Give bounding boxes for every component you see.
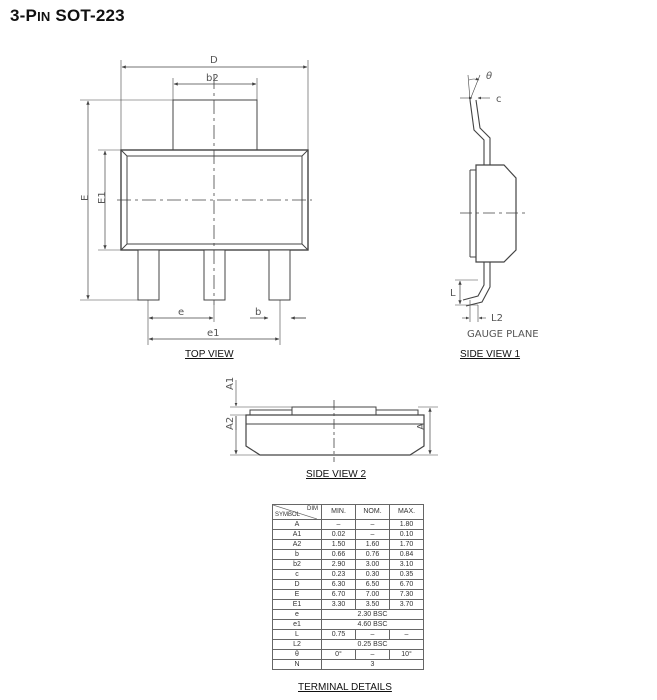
- dimension-table: [272, 504, 424, 670]
- dim-c-label: c: [496, 94, 502, 105]
- max-cell: 0.84: [390, 550, 424, 560]
- symbol-cell: A2: [273, 540, 322, 550]
- min-cell: 2.90: [322, 560, 356, 570]
- side-view-1-caption: SIDE VIEW 1: [460, 349, 521, 360]
- table-row: [273, 660, 424, 670]
- min-cell: 6.30: [322, 580, 356, 590]
- max-cell: 1.80: [390, 520, 424, 530]
- side-view-2: [230, 380, 438, 462]
- min-cell: 0°: [322, 650, 356, 660]
- min-cell: 0.02: [322, 530, 356, 540]
- side-view-2-caption: SIDE VIEW 2: [306, 469, 367, 480]
- symbol-cell: L2: [273, 640, 322, 650]
- span-value-cell: 2.30 BSC: [322, 610, 424, 620]
- table-row: [273, 570, 424, 580]
- max-cell: –: [390, 630, 424, 640]
- nom-cell: 3.50: [356, 600, 390, 610]
- min-cell: 3.30: [322, 600, 356, 610]
- symbol-cell: L: [273, 630, 322, 640]
- table-row: [273, 630, 424, 640]
- dim-D-label: D: [210, 55, 218, 66]
- side-view-1: [455, 75, 525, 322]
- max-cell: 0.35: [390, 570, 424, 580]
- gauge-plane-label: GAUGE PLANE: [467, 329, 539, 340]
- symbol-cell: N: [273, 660, 322, 670]
- top-view: [80, 60, 312, 345]
- max-cell: 7.30: [390, 590, 424, 600]
- min-cell: 0.75: [322, 630, 356, 640]
- span-value-cell: 4.60 BSC: [322, 620, 424, 630]
- dim-A-label: A: [416, 423, 427, 430]
- table-row: [273, 550, 424, 560]
- symbol-cell: b2: [273, 560, 322, 570]
- span-value-cell: 0.25 BSC: [322, 640, 424, 650]
- max-cell: 0.10: [390, 530, 424, 540]
- symbol-cell: c: [273, 570, 322, 580]
- min-cell: 6.70: [322, 590, 356, 600]
- dim-b-label: b: [255, 307, 262, 318]
- max-header: MAX.: [390, 505, 424, 520]
- table-row: [273, 610, 424, 620]
- dim-A2-label: A2: [225, 416, 236, 430]
- symbol-cell: A: [273, 520, 322, 530]
- symbol-cell: E: [273, 590, 322, 600]
- dim-e1-label: e1: [207, 328, 220, 339]
- max-cell: 10°: [390, 650, 424, 660]
- nom-cell: 0.76: [356, 550, 390, 560]
- table-row: [273, 560, 424, 570]
- min-header: MIN.: [322, 505, 356, 520]
- max-cell: 1.70: [390, 540, 424, 550]
- min-cell: –: [322, 520, 356, 530]
- table-row: [273, 650, 424, 660]
- min-cell: 0.66: [322, 550, 356, 560]
- table-row: [273, 530, 424, 540]
- dim-E-label: E: [80, 194, 91, 201]
- table-row: [273, 640, 424, 650]
- max-cell: 6.70: [390, 580, 424, 590]
- nom-cell: 1.60: [356, 540, 390, 550]
- dim-theta-label: θ: [486, 71, 493, 82]
- symbol-cell: A1: [273, 530, 322, 540]
- table-row: [273, 590, 424, 600]
- dim-symbol-header: DIM SYMBOL: [273, 505, 322, 520]
- table-row: [273, 600, 424, 610]
- max-cell: 3.10: [390, 560, 424, 570]
- nom-cell: 0.30: [356, 570, 390, 580]
- dim-A1-label: A1: [225, 376, 236, 390]
- nom-cell: 6.50: [356, 580, 390, 590]
- table-row: [273, 620, 424, 630]
- symbol-cell: D: [273, 580, 322, 590]
- dim-L-label: L: [450, 288, 456, 299]
- nom-cell: 3.00: [356, 560, 390, 570]
- symbol-cell: e1: [273, 620, 322, 630]
- nom-cell: –: [356, 630, 390, 640]
- table-row: [273, 540, 424, 550]
- dim-E1-label: E1: [97, 191, 108, 204]
- symbol-cell: e: [273, 610, 322, 620]
- symbol-cell: b: [273, 550, 322, 560]
- span-value-cell: 3: [322, 660, 424, 670]
- dim-e-label: e: [178, 307, 185, 318]
- symbol-cell: E1: [273, 600, 322, 610]
- max-cell: 3.70: [390, 600, 424, 610]
- dim-L2-label: L2: [491, 313, 503, 324]
- nom-cell: 7.00: [356, 590, 390, 600]
- dim-b2-label: b2: [206, 73, 219, 84]
- min-cell: 1.50: [322, 540, 356, 550]
- page-title: 3-PIN SOT-223: [10, 6, 125, 25]
- terminal-details-caption: TERMINAL DETAILS: [298, 682, 392, 693]
- top-view-caption: TOP VIEW: [185, 349, 234, 360]
- table-header-row: [273, 505, 424, 520]
- min-cell: 0.23: [322, 570, 356, 580]
- nom-cell: –: [356, 520, 390, 530]
- nom-header: NOM.: [356, 505, 390, 520]
- symbol-cell: θ: [273, 650, 322, 660]
- nom-cell: –: [356, 650, 390, 660]
- table-row: [273, 520, 424, 530]
- nom-cell: –: [356, 530, 390, 540]
- table-row: [273, 580, 424, 590]
